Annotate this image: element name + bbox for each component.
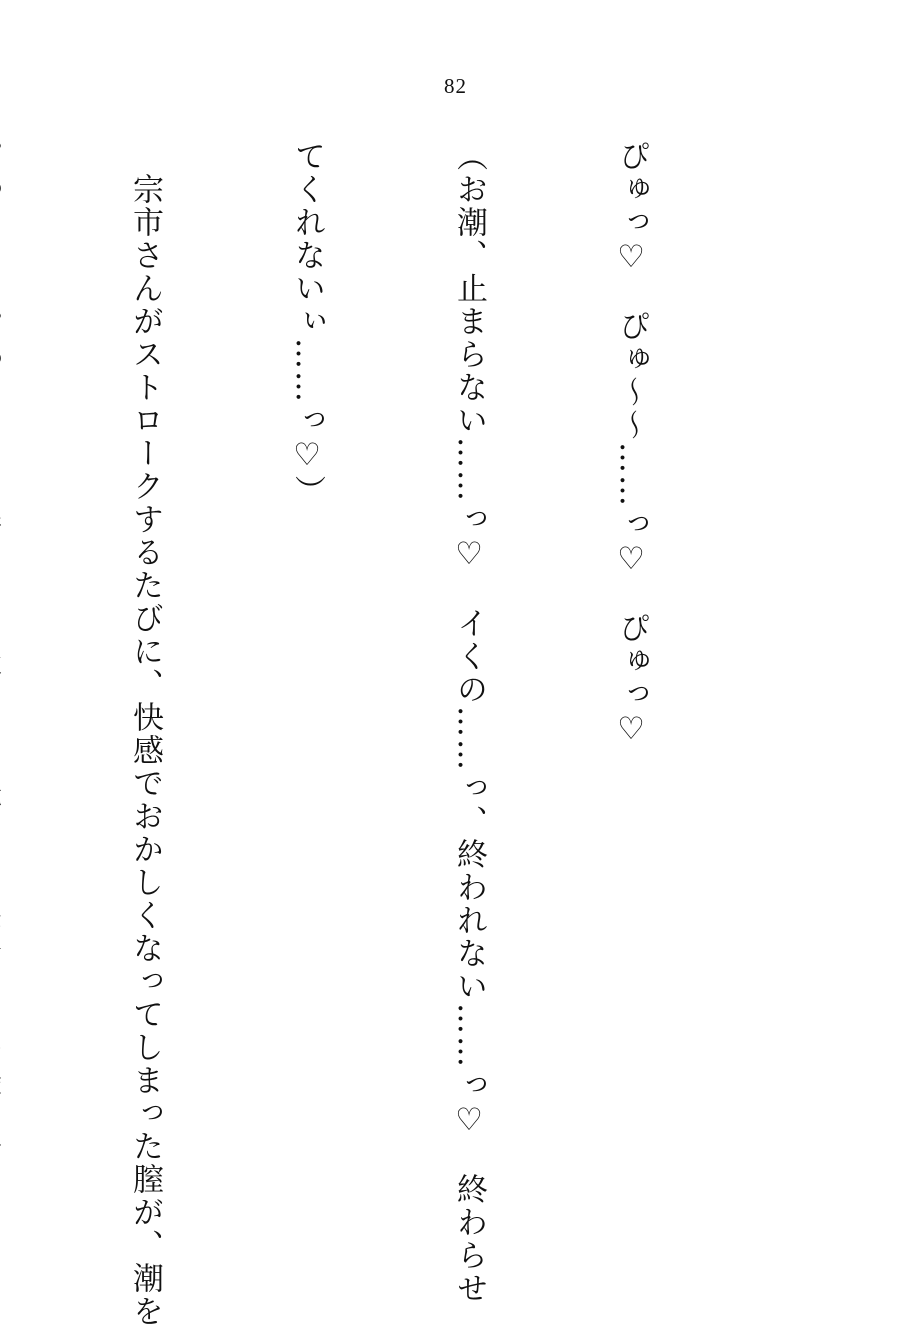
text-line [0,140,10,1200]
page-number: 82 [444,74,467,98]
text-line: （お潮、止まらない……っ♡ イくの……っ、終われない……っ♡ 終わらせ [451,140,487,1305]
text-line: 宗市さんがストロークするたびに、快感でおかしくなってしまった膣が、潮を [127,140,163,1328]
text-line: ぴゅっ♡ ぴゅ〜〜……っ♡ ぴゅっ♡ [613,140,649,749]
vertical-text-body [127,140,766,1328]
text-line: てくれないぃ……っ♡） [289,140,325,508]
